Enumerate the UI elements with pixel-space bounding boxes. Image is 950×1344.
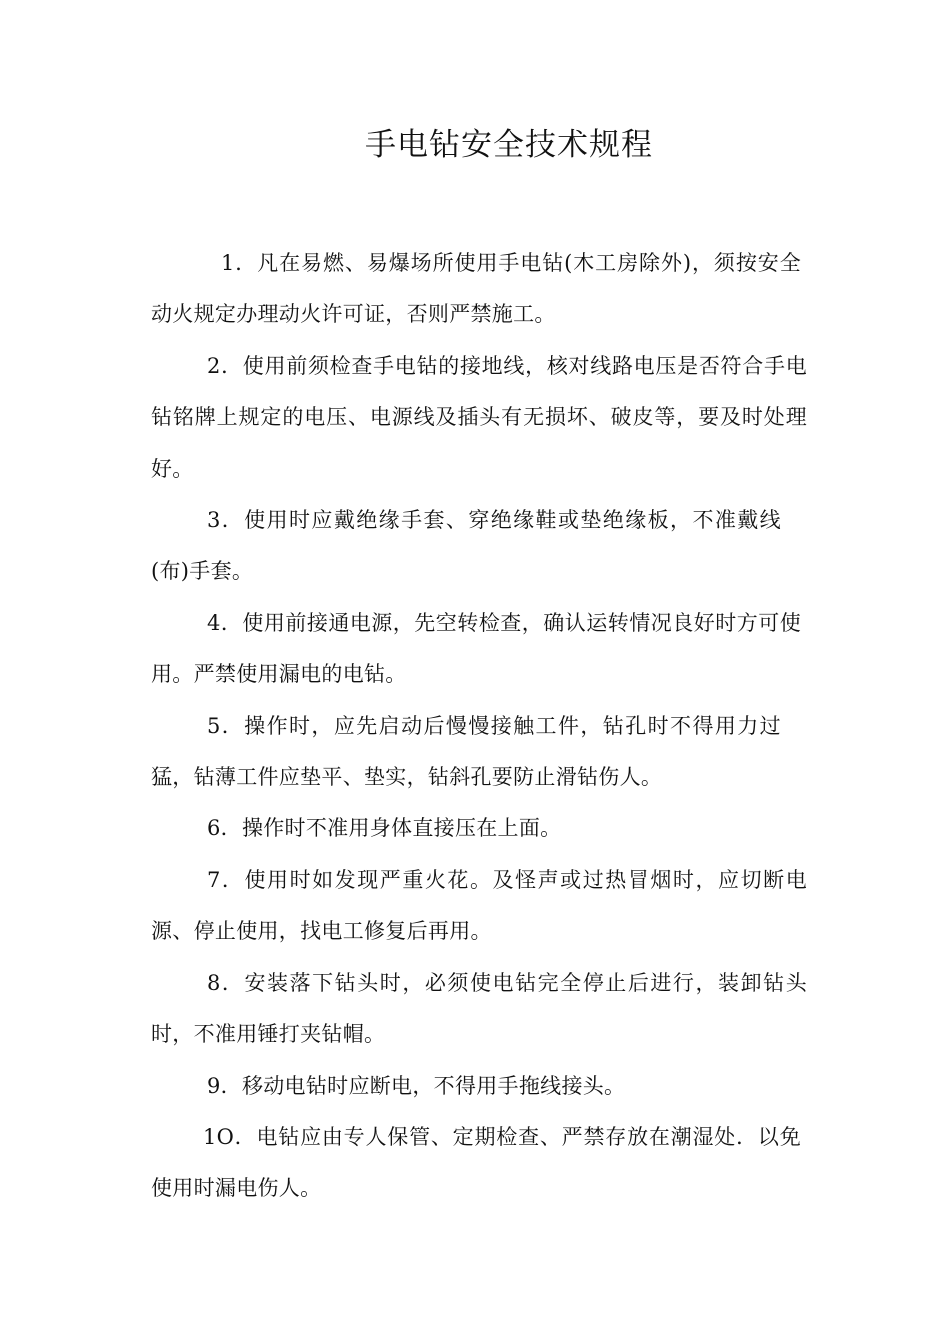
document-title: 手电钻安全技术规程 [365,127,653,163]
clause-9: 9．移动电钻时应断电，不得用手拖线接头。 [207,1073,626,1098]
clause-2: 2．使用前须检查手电钻的接地线，核对线路电压是否符合手电钻铭牌上规定的电压、电源线及插头有无损坏、破皮等，要及时处理好。 [151,353,807,481]
clause-8: 8．安装落下钻头时，必须使电钻完全停止后进行，装卸钻头时，不准用锤打夹钻帽。 [151,970,807,1047]
clause-5: 5．操作时，应先启动后慢慢接触工件，钻孔时不得用力过猛，钻薄工件应垫平、垫实，钻斜孔要防止滑钻伤人。 [151,713,781,790]
clause-7: 7．使用时如发现严重火花。及怪声或过热冒烟时，应切断电源、停止使用，找电工修复后再用。 [151,867,807,944]
document-body [151,238,807,1215]
clause-1: 1．凡在易燃、易爆场所使用手电钻(木工房除外)，须按安全动火规定办理动火许可证，否则严禁施工。 [151,251,801,327]
clause-6: 6．操作时不准用身体直接压在上面。 [207,816,562,841]
clause-4: 4．使用前接通电源，先空转检查，确认运转情况良好时方可使用。严禁使用漏电的电钻。 [151,610,801,687]
clause-10: 1O．电钻应由专人保管、定期检查、严禁存放在潮湿处．以免使用时漏电伤人。 [151,1124,801,1201]
clause-3: 3．使用时应戴绝缘手套、穿绝缘鞋或垫绝缘板，不准戴线(布)手套。 [151,508,781,584]
